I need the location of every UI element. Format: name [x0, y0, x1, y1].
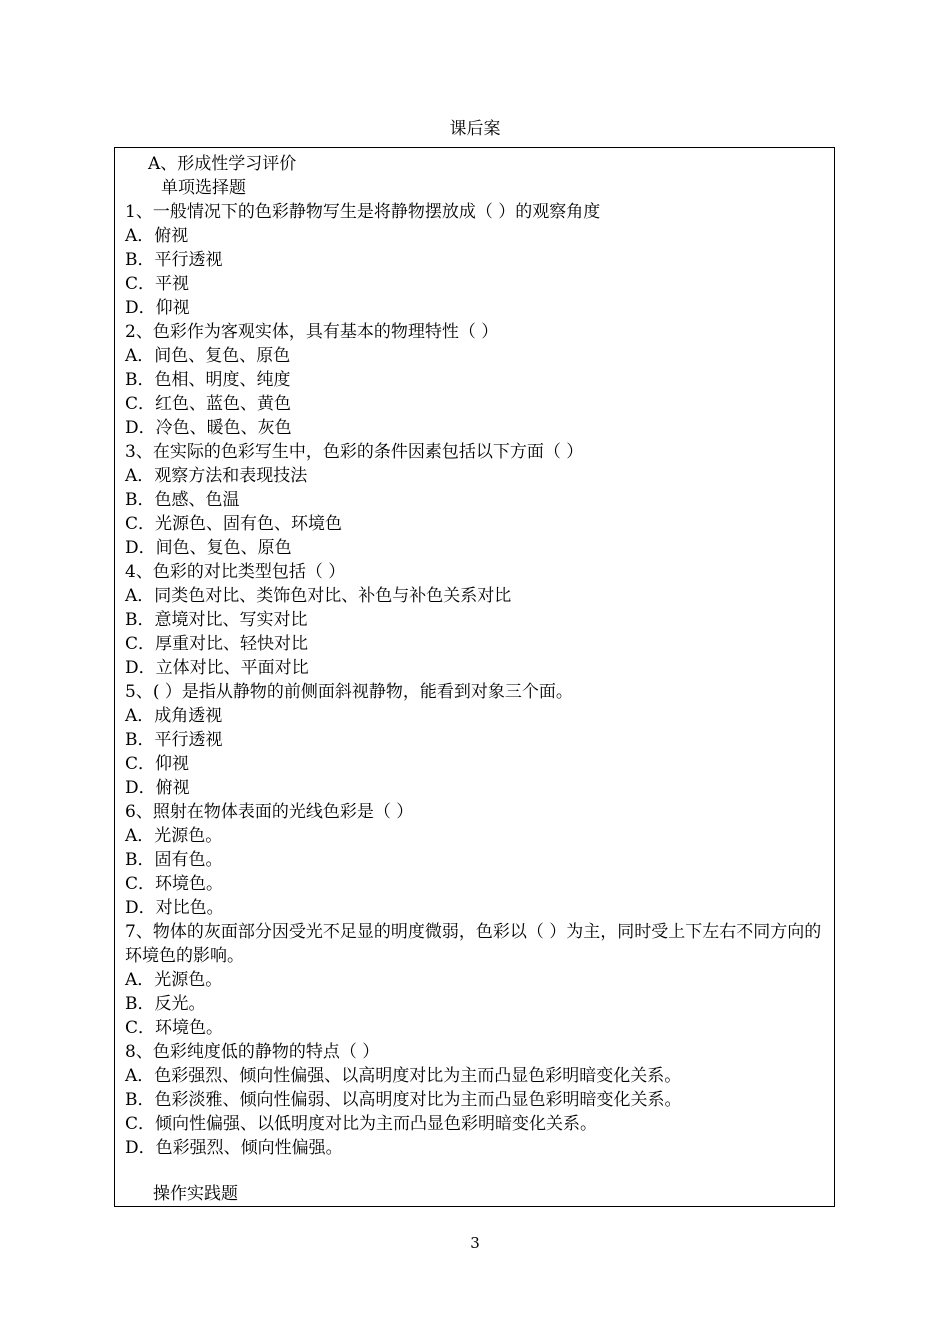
question-stem: 4、色彩的对比类型包括（ ）: [125, 562, 346, 582]
question-stem: 2、色彩作为客观实体，具有基本的物理特性（ ）: [125, 322, 499, 342]
subsection-heading: 操作实践题: [153, 1184, 238, 1204]
question-stem: 3、在实际的色彩写生中，色彩的条件因素包括以下方面（ ）: [125, 442, 584, 462]
section-heading: A、形成性学习评价: [148, 154, 297, 174]
question-stem: 7、物体的灰面部分因受光不足显的明度微弱，色彩以（ ）为主，同时受上下左右不同方向的环境色的影响。: [125, 922, 822, 966]
option: D．色彩强烈、倾向性偏强。: [125, 1138, 343, 1158]
option: D．冷色、暖色、灰色: [125, 418, 292, 438]
option: D．间色、复色、原色: [125, 538, 292, 558]
option: B．色彩淡雅、倾向性偏弱、以高明度对比为主而凸显色彩明暗变化关系。: [125, 1090, 682, 1110]
question-stem: 5、( ）是指从静物的前侧面斜视静物，能看到对象三个面。: [125, 682, 573, 702]
option: B．色感、色温: [125, 490, 240, 510]
option: C．厚重对比、轻快对比: [125, 634, 309, 654]
question-stem: 8、色彩纯度低的静物的特点（ ）: [125, 1042, 380, 1062]
option: B．反光。: [125, 994, 206, 1014]
option: B．平行透视: [125, 730, 223, 750]
option: A．光源色。: [125, 826, 223, 846]
option: B．平行透视: [125, 250, 223, 270]
option: B．意境对比、写实对比: [125, 610, 308, 630]
option: C．平视: [125, 274, 190, 294]
question-stem: 1、一般情况下的色彩静物写生是将静物摆放成（ ）的观察角度: [125, 202, 601, 222]
subsection-heading: 单项选择题: [161, 178, 246, 198]
question-stem: 6、照射在物体表面的光线色彩是（ ）: [125, 802, 414, 822]
option: A．同类色对比、类饰色对比、补色与补色关系对比: [125, 586, 512, 606]
option: C．红色、蓝色、黄色: [125, 394, 292, 414]
option: D．对比色。: [125, 898, 224, 918]
option: D．俯视: [125, 778, 190, 798]
content-box: [114, 147, 835, 1207]
option: C．仰视: [125, 754, 190, 774]
option: D．仰视: [125, 298, 190, 318]
option: B．固有色。: [125, 850, 223, 870]
option: C．倾向性偏强、以低明度对比为主而凸显色彩明暗变化关系。: [125, 1114, 598, 1134]
option: A．观察方法和表现技法: [125, 466, 308, 486]
option: C．环境色。: [125, 1018, 224, 1038]
option: A．成角透视: [125, 706, 223, 726]
option: B．色相、明度、纯度: [125, 370, 291, 390]
option: C．光源色、固有色、环境色: [125, 514, 343, 534]
page-number: 3: [470, 1234, 480, 1252]
option: D．立体对比、平面对比: [125, 658, 309, 678]
option: A．俯视: [125, 226, 189, 246]
option: C．环境色。: [125, 874, 224, 894]
page-title: 课后案: [449, 119, 501, 139]
option: A．色彩强烈、倾向性偏强、以高明度对比为主而凸显色彩明暗变化关系。: [125, 1066, 682, 1086]
option: A．光源色。: [125, 970, 223, 990]
option: A．间色、复色、原色: [125, 346, 291, 366]
